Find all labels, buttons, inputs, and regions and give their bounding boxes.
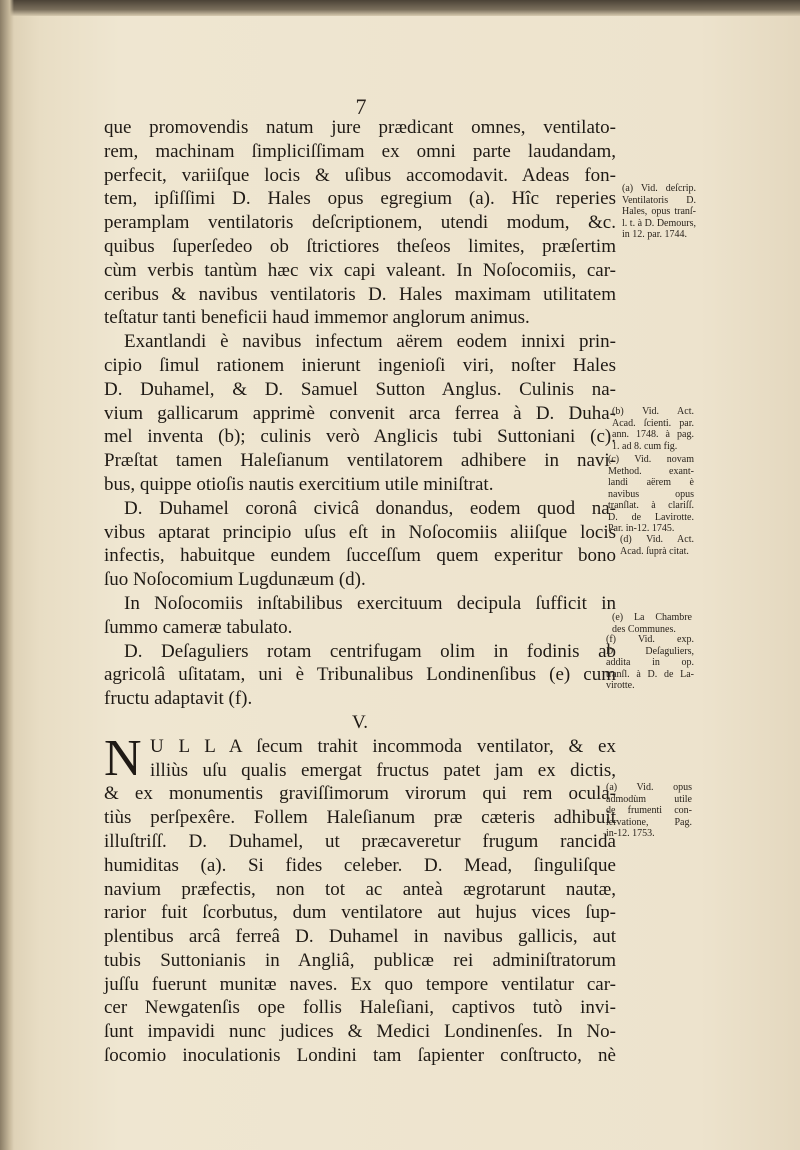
note-line: D. Deſaguliers, [606, 645, 694, 657]
note-line: (d) Vid. Act. [620, 534, 694, 545]
margin-note-d [620, 534, 694, 557]
text-line: juſſu fuerunt munitæ naves. Ex quo tempore ventilatur car- [104, 973, 616, 995]
text-line: infectis, habuitque eundem ſucceſſum quem experitur bono [104, 545, 616, 567]
note-line: ann. 1748. à pag. [612, 429, 694, 440]
page-number: 7 [355, 94, 367, 119]
note-line: (e) La Chambre [612, 612, 692, 623]
text-line: que promovendis natum jure prædicant omnes, ventilato- [104, 117, 616, 138]
text-line: bus, quippe otioſis nautis exercitium utile miniſtrat. [104, 473, 494, 495]
text-line: rem, machinam ſimpliciſſimam ex omni parte laudandam, [104, 140, 616, 162]
note-line: D. de Lavirotte. [608, 511, 694, 523]
text-line: D. Deſaguliers rotam centrifugam olim in fodinis ab [124, 640, 616, 662]
note-line: landi aërem è [608, 477, 694, 488]
note-line: (c) Vid. novam [608, 454, 694, 465]
text-line: peramplam ventilatoris deſcriptionem, utendi modum, &c. [104, 212, 616, 234]
note-line: navibus opus [608, 488, 694, 500]
text-line: mel inventa (b); culinis verò Anglicis tubi Suttoniani (c). [104, 426, 616, 448]
text-line: ſummo cameræ tabulato. [104, 616, 293, 638]
section-paragraph [104, 729, 616, 1068]
text-line: D. Duhamel coronâ civicâ donandus, eodem quod na- [124, 497, 616, 519]
text-line: vium gallicarum apprimè convenit arca ferrea à D. Duha- [104, 402, 616, 424]
note-line: addita in op. [606, 657, 694, 668]
note-line: Acad. ſcienti. par. [612, 417, 694, 429]
note-line: Acad. ſuprà citat. [620, 545, 689, 557]
margin-note-a [622, 183, 696, 241]
text-line: agricolâ uſitatam, uni è Tribunalibus Londinenſibus (e) cum [104, 664, 616, 686]
note-line: virotte. [606, 680, 635, 691]
margin-note-f [606, 634, 694, 692]
note-line: (f) Vid. exp. [606, 634, 694, 645]
note-line: (a) Vid. deſcrip. [622, 183, 696, 194]
text-line: In Noſocomiis inſtabilibus exercituum decipula ſufficit in [124, 592, 616, 614]
note-line: tranſl. à D. de La- [606, 668, 694, 680]
text-line: fructu adaptavit (f). [104, 688, 253, 710]
text-line: D. Duhamel, & D. Samuel Sutton Anglus. Culinis na- [104, 378, 616, 400]
text-line: illiùs uſu qualis emergat fructus patet jam ex dictis, [150, 759, 616, 781]
text-line: navium præfectis, non tot ac anteà ægrotarunt nautæ, [104, 878, 616, 900]
text-line: cipio ſimul rationem inierunt ingenioſi viri, noſter Hales [104, 354, 616, 376]
note-line: Par. in-12. 1745. [608, 523, 675, 534]
text-line: ceribus & navibus ventilatoris D. Hales maximam utilitatem [104, 283, 616, 305]
note-line: 1. ad 8. cum fig. [612, 440, 678, 452]
text-line: quibus ſuperſedeo ob ſtrictiores theſeos limites, præſertim [104, 235, 616, 257]
text-line: ſocomio inoculationis Londini tam ſapienter conſtructo, nè [104, 1045, 616, 1067]
note-line: tranſlat. à clariſſ. [608, 500, 694, 511]
main-text-block [104, 116, 616, 1068]
text-line: tubis Suttonianis in Angliâ, publicæ rei adminiſtratorum [104, 949, 616, 971]
note-line: Hales, opus tranſ- [622, 206, 696, 217]
text-line: Præſtat tamen Haleſianum ventilatorem adhibere in navi- [104, 450, 616, 472]
note-line: des Communes. [612, 623, 676, 635]
note-line: l. t. à D. Demours, [622, 217, 696, 229]
page-gutter-shadow [0, 0, 14, 1150]
text-line: rarior fuit ſcorbutus, dum ventilatore aut hujus vices ſup- [104, 902, 616, 924]
margin-note-b [612, 406, 694, 452]
text-line: Exantlandi è navibus infectum aërem eodem innixi prin- [124, 331, 616, 353]
note-line: Ventilatoris D. [622, 194, 696, 206]
text-line: U L L A ſecum trahit incommoda ventilator, & ex [150, 735, 616, 757]
text-line: tem, ipſiſſimi D. Hales opus egregium (a). Hîc reperies [104, 188, 616, 210]
note-line: de frumenti con- [606, 805, 692, 816]
text-line: ſuo Noſocomium Lugdunæum (d). [104, 569, 366, 591]
note-line: in-12. 1753. [606, 828, 655, 839]
note-line: admodùm utile [606, 793, 692, 805]
margin-note-c [608, 454, 694, 535]
margin-note-e [612, 612, 692, 635]
text-line: ſunt impavidi nunc judices & Medici Londinenſes. In No- [104, 1021, 616, 1043]
text-line: teſtatur tanti beneficii haud immemor anglorum animus. [104, 307, 530, 329]
note-line: (b) Vid. Act. [612, 406, 694, 417]
text-line: tiùs perſpexêre. Follem Haleſianum præ cæteris adhibuit [104, 807, 616, 829]
drop-cap: N [104, 729, 142, 787]
page-top-shadow [0, 0, 800, 16]
text-line: illuſtriſſ. D. Duhamel, ut præcaveretur frugum rancida [104, 830, 616, 852]
text-line: cer Newgatenſis ope follis Haleſiani, captivos tutò invi- [104, 997, 616, 1019]
note-line: in 12. par. 1744. [622, 229, 687, 240]
text-line: plentibus arcâ ferreâ D. Duhamel in navibus gallicis, aut [104, 926, 616, 948]
section-heading: V. [351, 711, 369, 733]
text-line: cùm verbis tantùm hæc vix capi valeant. In Noſocomiis, car- [104, 259, 616, 281]
text-line: vibus aptarat principio uſus eſt in Noſocomiis aliiſque locis [104, 521, 616, 543]
text-line: humiditas (a). Si fides celeber. D. Mead, ſinguliſque [104, 854, 616, 876]
text-line: perfecit, variiſque locis & uſibus accomodavit. Adeas fon- [104, 164, 616, 186]
text-line: & ex monumentis graviſſimorum virorum qui rem ocula- [104, 783, 616, 805]
margin-note-a2 [606, 782, 692, 840]
note-line: Method. exant- [608, 465, 694, 477]
note-line: ſervatione, Pag. [606, 816, 692, 828]
note-line: (a) Vid. opus [606, 782, 692, 793]
